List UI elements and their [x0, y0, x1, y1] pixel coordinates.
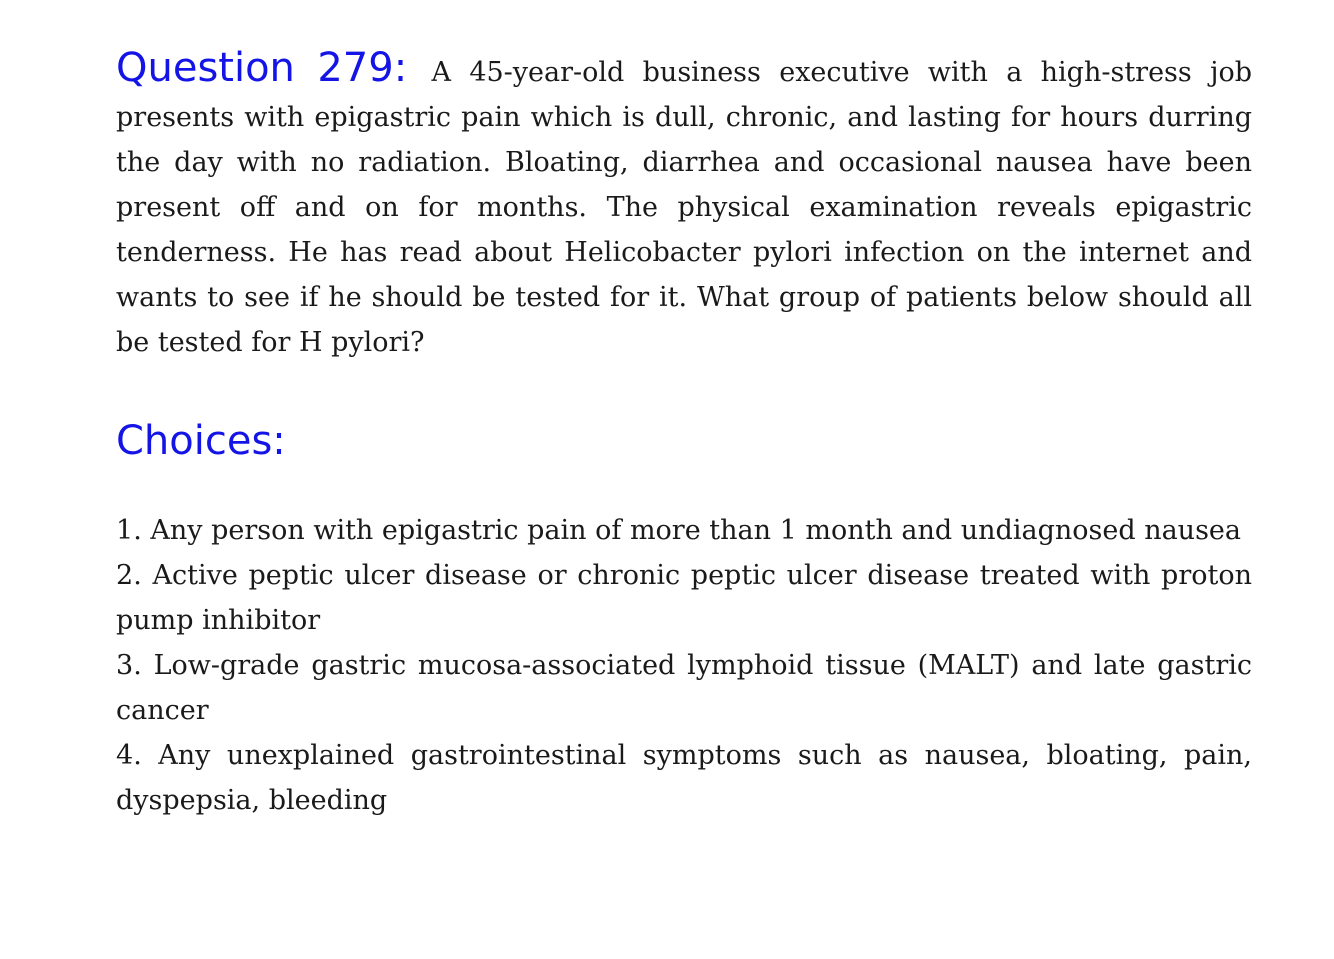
choice-item-4 [116, 733, 1252, 823]
choice-text: Any person with epigastric pain of more than 1 month and undiagnosed nausea [150, 515, 1241, 546]
question-text: A 45-year-old business executive with a high-stress job presents with epigastric pain which is dull, chronic, and lasting for hours durring the day with no radiation. Bloating, diarrhea and occasional nausea have been present off and on for months. The physical examination reveals epigastric tenderness. He has read about Helicobacter pylori infection on the internet and wants to see if he should be tested for it. What group of patients below should all be tested for H pylori? [116, 57, 1252, 358]
choice-number: 4 . [116, 740, 158, 771]
choices-list [116, 508, 1252, 823]
choice-item-2 [116, 553, 1252, 643]
choice-item-3 [116, 643, 1252, 733]
choice-number: 2 . [116, 560, 152, 591]
choice-item-1 [116, 508, 1252, 553]
choice-number: 3 . [116, 650, 154, 681]
choice-text: Any unexplained gastrointestinal symptoms such as nausea, bloating, pain, dyspepsia, bleeding [116, 740, 1252, 816]
question-block [116, 46, 1252, 365]
question-label: Question 279: [116, 45, 408, 91]
choice-text: Low-grade gastric mucosa-associated lymphoid tissue (MALT) and late gastric cancer [116, 650, 1252, 726]
choices-heading: Choices: [116, 418, 286, 464]
choice-number: 1 . [116, 515, 150, 546]
choice-text: Active peptic ulcer disease or chronic peptic ulcer disease treated with proton pump inhibitor [116, 560, 1252, 636]
document-page [116, 46, 1252, 823]
